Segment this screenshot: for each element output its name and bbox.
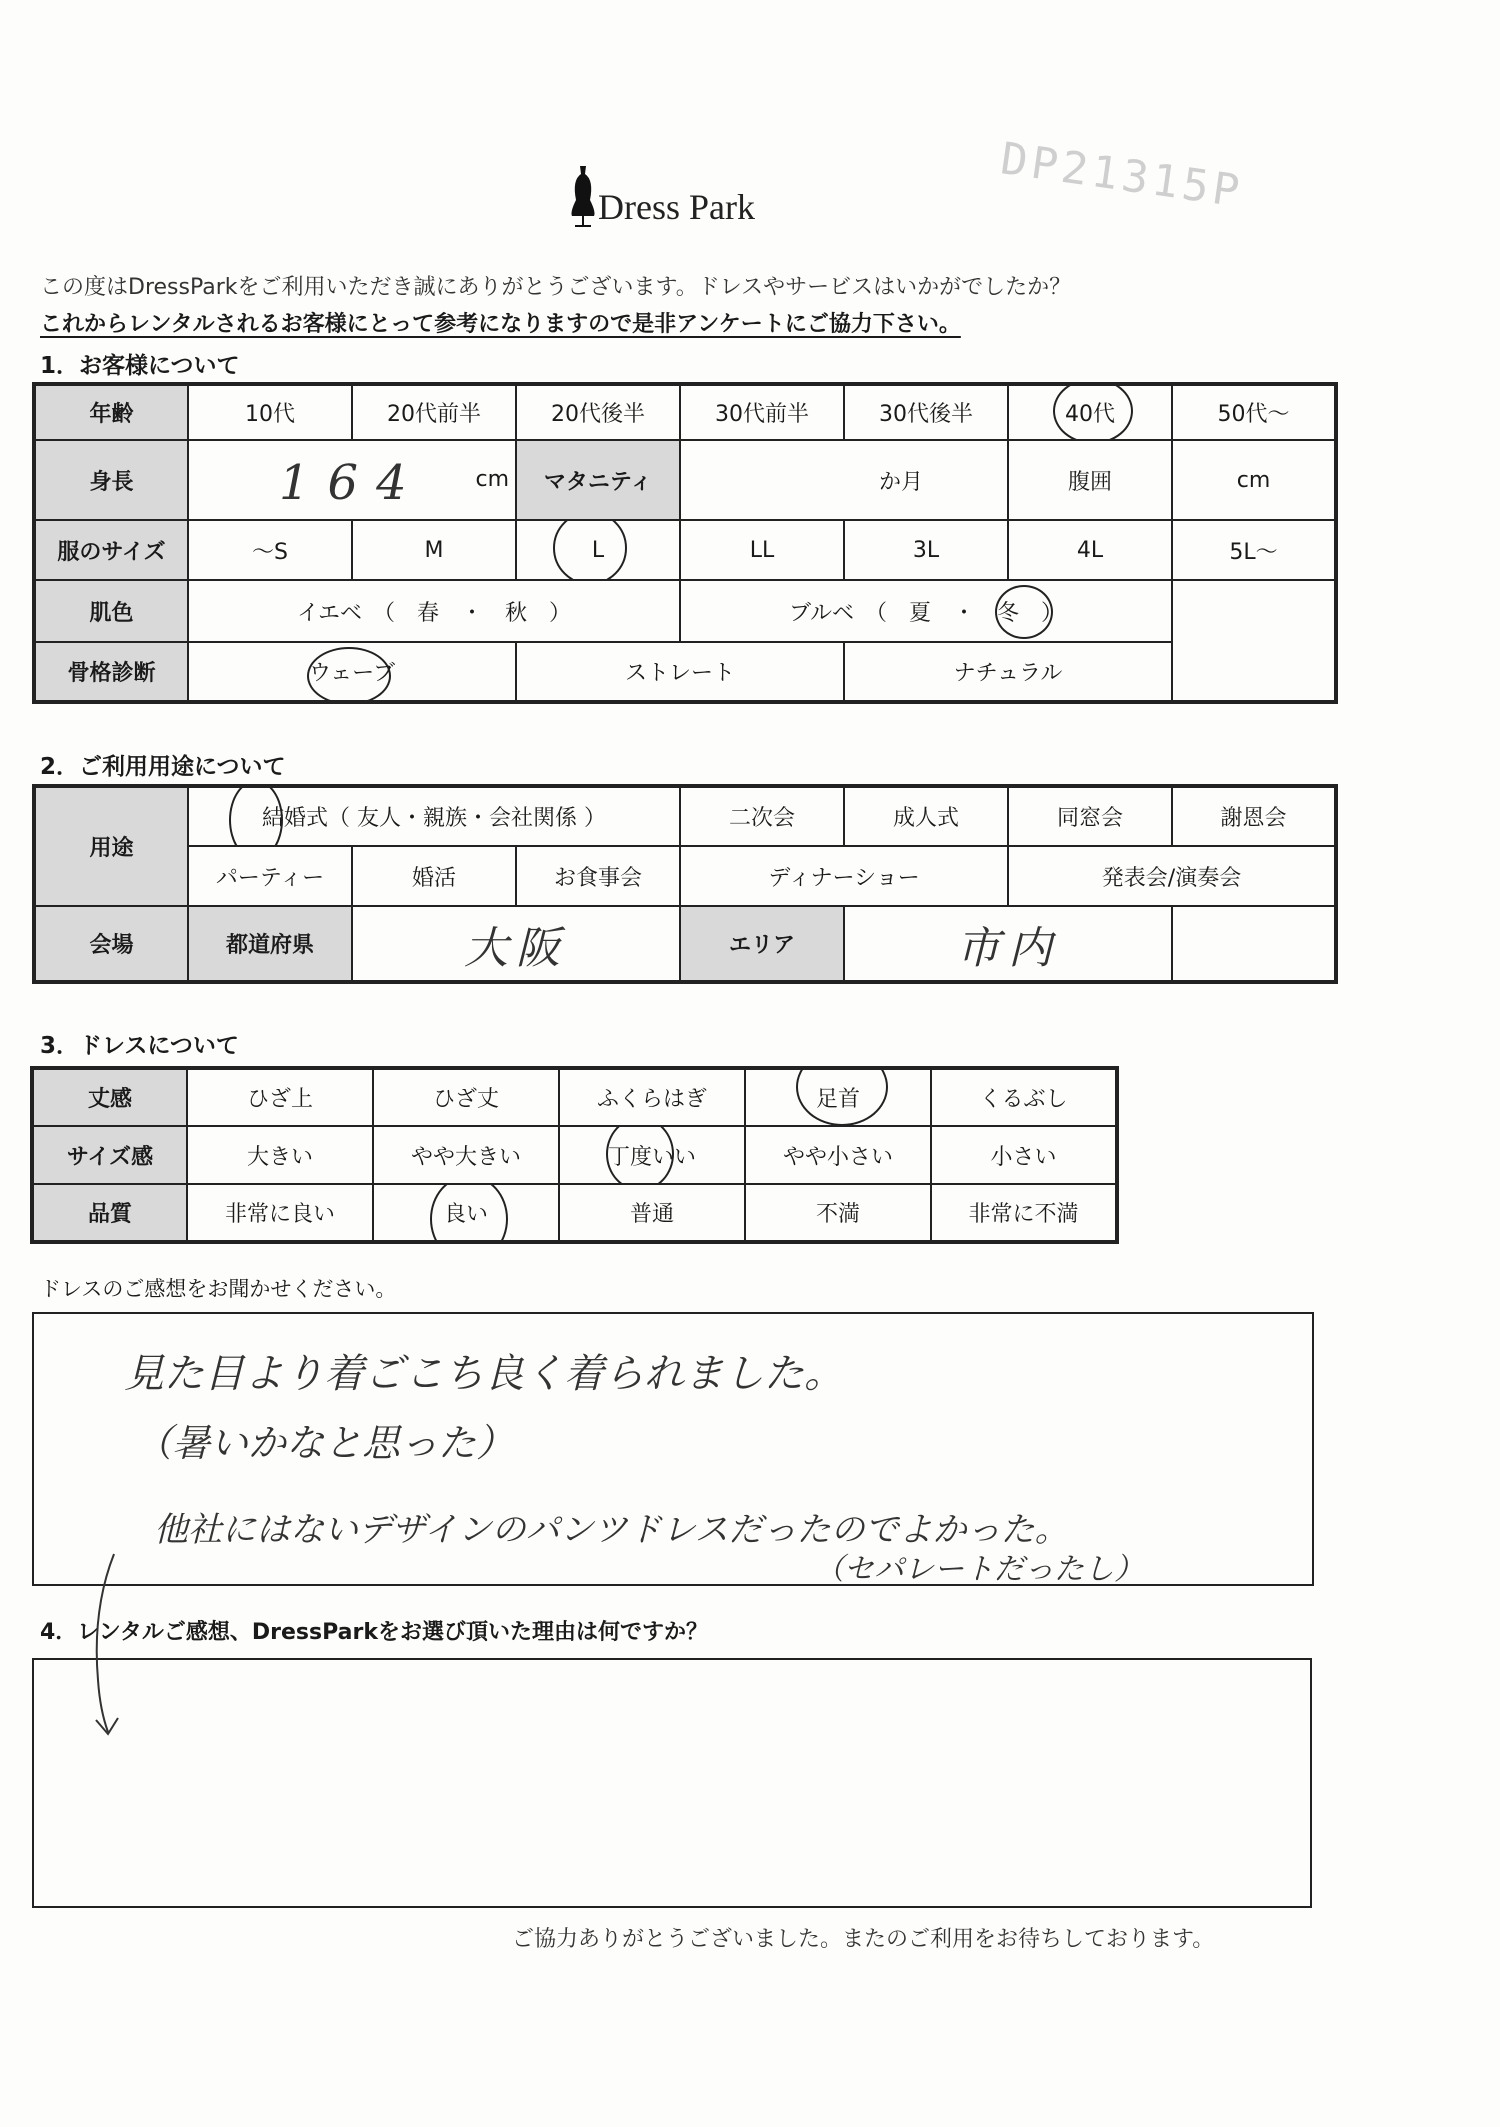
area-field[interactable] [844, 906, 1172, 982]
frame-option[interactable]: ストレート [516, 642, 844, 702]
size-option[interactable]: M [352, 520, 516, 580]
belly-label: 腹囲 [1008, 440, 1172, 520]
length-label: 丈感 [32, 1068, 187, 1126]
height-label: 身長 [34, 440, 188, 520]
usage-option[interactable]: 成人式 [844, 786, 1008, 846]
age-option[interactable]: 30代前半 [680, 384, 844, 440]
area-label: エリア [680, 906, 844, 982]
length-option[interactable]: くるぶし [931, 1068, 1117, 1126]
prefecture-field[interactable] [352, 906, 680, 982]
size-option[interactable]: LL [680, 520, 844, 580]
usage-option[interactable]: お食事会 [516, 846, 680, 906]
height-value: 164 [279, 455, 425, 511]
intro-request: これからレンタルされるお客様にとって参考になりますので是非アンケートにご協力下さい。 [40, 312, 961, 337]
size-option[interactable]: 5L～ [1172, 520, 1336, 580]
length-option[interactable]: ふくらはぎ [559, 1068, 745, 1126]
area-value: 市内 [956, 922, 1061, 974]
usage-option[interactable]: 発表会/演奏会 [1008, 846, 1336, 906]
faint-stamp: DP21315P [997, 133, 1247, 218]
usage-option[interactable]: ディナーショー [680, 846, 1008, 906]
fit-option-selected[interactable] [559, 1126, 745, 1184]
thanks-text: ご協力ありがとうございました。またのご利用をお待ちしております。 [512, 1927, 1215, 1952]
prefecture-value: 大阪 [464, 922, 568, 974]
empty-cell [1172, 642, 1336, 702]
quality-selected-label: 良い [443, 1202, 488, 1227]
fit-label: サイズ感 [32, 1126, 187, 1184]
arrow-icon [84, 1550, 144, 1750]
selection-circle [606, 1126, 674, 1184]
section4-title: 4．レンタルご感想、DressParkをお選び頂いた理由は何ですか？ [40, 1620, 708, 1645]
age-option[interactable]: 20代前半 [352, 384, 516, 440]
section1-title: 1．お客様について [40, 353, 240, 379]
height-unit: cm [475, 467, 509, 492]
age-option-selected[interactable] [1008, 384, 1172, 440]
intro-text: この度はDressParkをご利用いただき誠にありがとうございます。ドレスやサービスはいかがでしたか？ [40, 275, 1072, 300]
frame-selected-label: ウェーブ [308, 661, 396, 686]
empty-cell [1172, 906, 1336, 982]
size-option[interactable]: ～S [188, 520, 352, 580]
empty-cell [1172, 580, 1336, 642]
prefecture-label: 都道府県 [188, 906, 352, 982]
skin-label: 肌色 [34, 580, 188, 642]
age-label: 年齢 [34, 384, 188, 440]
fit-option[interactable]: やや大きい [373, 1126, 559, 1184]
size-option[interactable]: 3L [844, 520, 1008, 580]
usage-option-selected[interactable] [188, 786, 680, 846]
usage-option[interactable]: 二次会 [680, 786, 844, 846]
quality-option[interactable]: 普通 [559, 1184, 745, 1242]
maternity-months[interactable]: か月 [680, 440, 1008, 520]
reason-box[interactable] [32, 1658, 1312, 1908]
selection-circle [430, 1184, 508, 1242]
fit-option[interactable]: 大きい [187, 1126, 373, 1184]
feedback-line: （セパレートだったし） [814, 1552, 1144, 1587]
usage-table [32, 784, 1338, 984]
frame-option[interactable]: ナチュラル [844, 642, 1172, 702]
skin-yellow-base[interactable]: イエベ （ 春 ・ 秋 ） [188, 580, 680, 642]
selection-circle [1053, 384, 1133, 440]
selection-circle [995, 585, 1053, 639]
size-label: 服のサイズ [34, 520, 188, 580]
brand-logo-text: Dress Park [598, 187, 755, 227]
section3-title: 3．ドレスについて [40, 1033, 239, 1059]
length-option[interactable]: ひざ上 [187, 1068, 373, 1126]
feedback-box[interactable] [32, 1312, 1314, 1586]
selection-circle [796, 1068, 888, 1126]
length-option[interactable]: ひざ丈 [373, 1068, 559, 1126]
usage-option[interactable]: 同窓会 [1008, 786, 1172, 846]
fit-selected-label: 丁度いい [607, 1144, 696, 1170]
age-selected-label: 40代 [1065, 402, 1115, 427]
length-option-selected[interactable] [745, 1068, 931, 1126]
age-option[interactable]: 20代後半 [516, 384, 680, 440]
length-selected-label: 足首 [815, 1087, 860, 1112]
selection-circle [307, 647, 391, 702]
usage-option[interactable]: 婚活 [352, 846, 516, 906]
quality-option-selected[interactable] [373, 1184, 559, 1242]
fit-option[interactable]: やや小さい [745, 1126, 931, 1184]
dress-table [30, 1066, 1119, 1244]
age-option[interactable]: 50代～ [1172, 384, 1336, 440]
size-selected-label: L [591, 537, 605, 563]
selection-circle [553, 520, 627, 580]
selection-circle [229, 786, 283, 846]
frame-label: 骨格診断 [34, 642, 188, 702]
feedback-label: ドレスのご感想をお聞かせください。 [40, 1277, 397, 1301]
feedback-line: 見た目より着ごこち良く着られました。 [124, 1351, 844, 1397]
maternity-label: マタニティ [516, 440, 680, 520]
size-option-selected[interactable] [516, 520, 680, 580]
usage-option[interactable]: 謝恩会 [1172, 786, 1336, 846]
quality-option[interactable]: 非常に良い [187, 1184, 373, 1242]
age-option[interactable]: 10代 [188, 384, 352, 440]
customer-table [32, 382, 1338, 704]
size-option[interactable]: 4L [1008, 520, 1172, 580]
skin-blue-base[interactable] [680, 580, 1172, 642]
age-option[interactable]: 30代後半 [844, 384, 1008, 440]
fit-option[interactable]: 小さい [931, 1126, 1117, 1184]
usage-selected-label: 結婚式（ 友人・親族・会社関係 ） [262, 806, 606, 831]
feedback-line: （暑いかなと思った） [134, 1421, 515, 1465]
quality-label: 品質 [32, 1184, 187, 1242]
venue-label: 会場 [34, 906, 188, 982]
frame-option-selected[interactable] [188, 642, 516, 702]
usage-option[interactable]: パーティー [188, 846, 352, 906]
section2-title: 2．ご利用用途について [40, 754, 286, 780]
feedback-line: 他社にはないデザインのパンツドレスだったのでよかった。 [154, 1510, 1069, 1550]
height-cell[interactable] [188, 440, 516, 520]
quality-option[interactable]: 非常に不満 [931, 1184, 1117, 1242]
skin-blue-base-text: ブルベ （ 夏 ・ 冬 ） [788, 600, 1064, 626]
usage-label: 用途 [34, 786, 188, 906]
belly-unit[interactable]: cm [1172, 440, 1336, 520]
quality-option[interactable]: 不満 [745, 1184, 931, 1242]
